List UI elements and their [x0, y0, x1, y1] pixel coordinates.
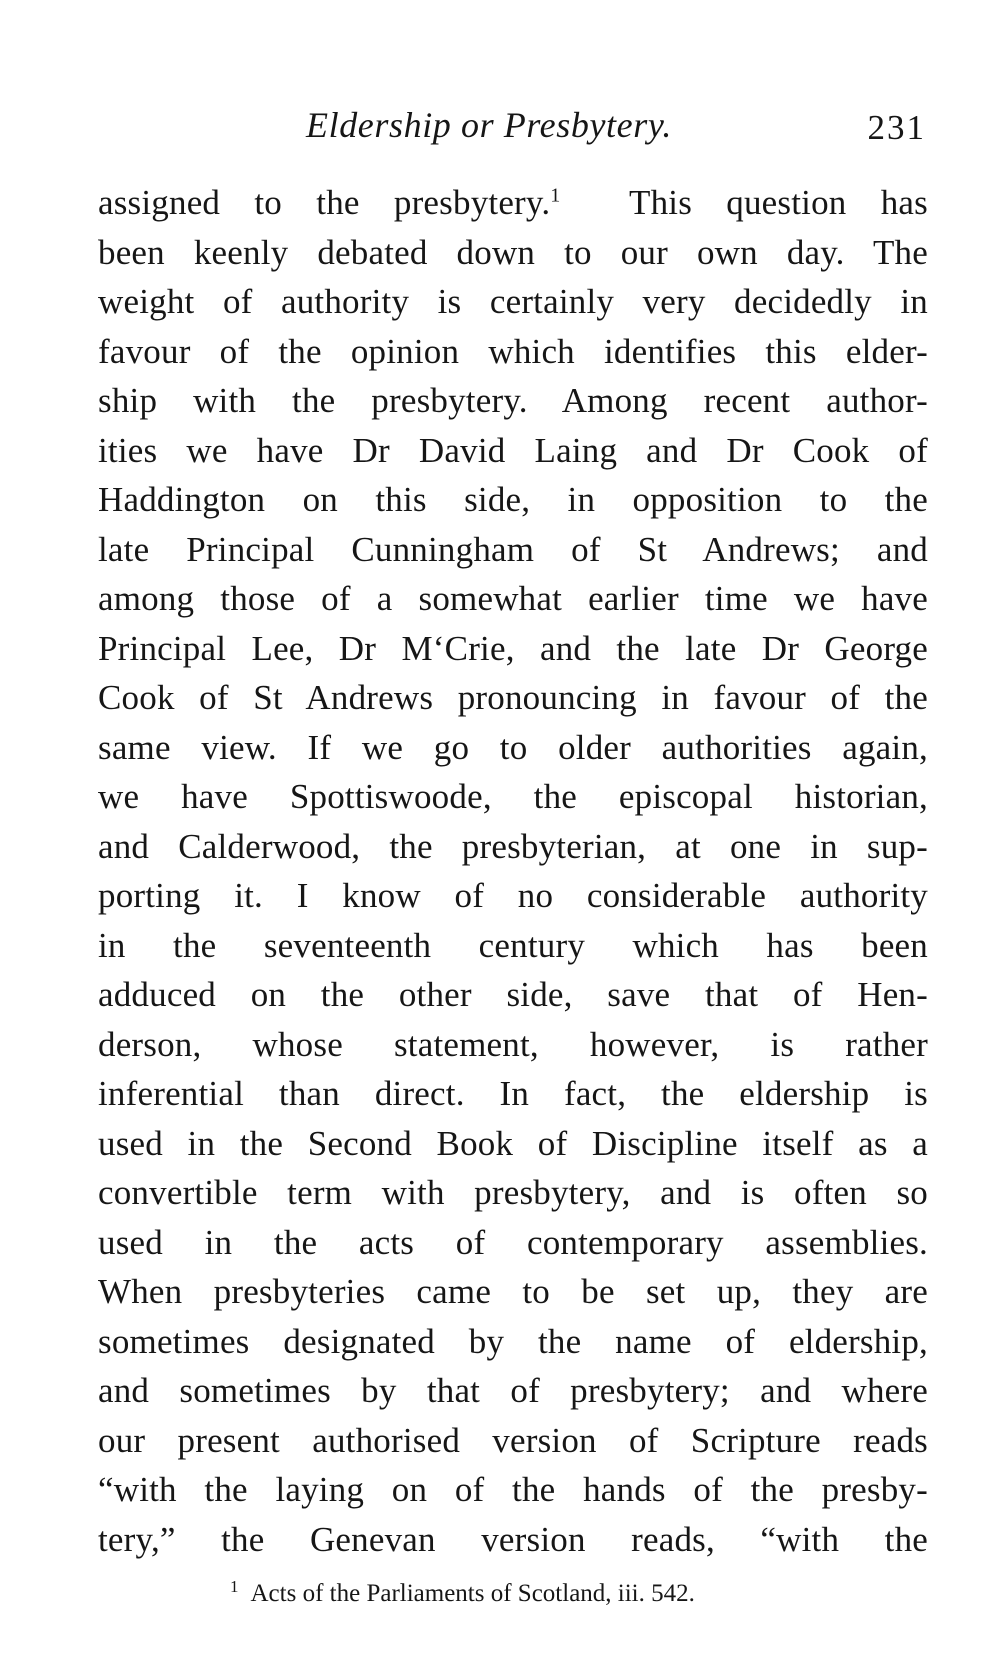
text-line: When presbyteries came to be set up, they are [98, 1272, 928, 1311]
text-line: same view. If we go to older authorities again, [98, 727, 928, 767]
body-text [98, 178, 928, 1564]
text-line: adduced on the other side, save that of Hen- [98, 975, 928, 1014]
text-line: Haddington on this side, in opposition to the [98, 480, 928, 519]
text-line: favour of the opinion which identifies this elder- [98, 331, 928, 371]
text-line: Cook of St Andrews pronouncing in favour of the [98, 678, 928, 717]
text-line: convertible term with presbytery, and is often so [98, 1173, 928, 1212]
text-line: weight of authority is certainly very decidedly in [98, 282, 928, 321]
text-line: in the seventeenth century which has been [98, 925, 928, 965]
footnote-number: 1 [230, 1576, 239, 1596]
text-line: and Calderwood, the presbyterian, at one in sup- [98, 826, 928, 866]
text-line-end: This question has [629, 183, 928, 222]
text-line: porting it. I know of no considerable authority [98, 876, 928, 915]
text-line-start: assigned to the presbytery. [98, 183, 551, 222]
text-line: derson, whose statement, however, is rather [98, 1024, 928, 1064]
text-line: our present authorised version of Scripture reads [98, 1420, 928, 1460]
text-line: Principal Lee, Dr M‘Crie, and the late Dr George [98, 628, 928, 668]
text-line: “with the laying on of the hands of the presby- [98, 1470, 928, 1509]
text-line: late Principal Cunningham of St Andrews; and [98, 529, 928, 569]
text-line: we have Spottiswoode, the episcopal historian, [98, 777, 928, 816]
text-line: ship with the presbytery. Among recent author- [98, 381, 928, 420]
text-line: used in the acts of contemporary assemblies. [98, 1222, 928, 1262]
text-line: among those of a somewhat earlier time we have [98, 579, 928, 618]
text-line: been keenly debated down to our own day. The [98, 232, 928, 272]
text-line: inferential than direct. In fact, the eldership is [98, 1074, 928, 1113]
page-number: 231 [867, 108, 926, 147]
footnote-marker: 1 [550, 184, 561, 207]
text-line: used in the Second Book of Discipline itself as a [98, 1123, 928, 1163]
text-line: and sometimes by that of presbytery; and where [98, 1371, 928, 1410]
footnote [230, 1576, 830, 1608]
footnote-text: Acts of the Parliaments of Scotland, iii. 542. [250, 1580, 695, 1607]
text-line: tery,” the Genevan version reads, “with the [98, 1519, 928, 1559]
running-head [96, 104, 926, 154]
text-line: sometimes designated by the name of eldership, [98, 1321, 928, 1361]
text-line [98, 178, 928, 228]
text-line: ities we have Dr David Laing and Dr Cook of [98, 430, 928, 470]
running-head-title: Eldership or Presbytery. [306, 105, 673, 145]
